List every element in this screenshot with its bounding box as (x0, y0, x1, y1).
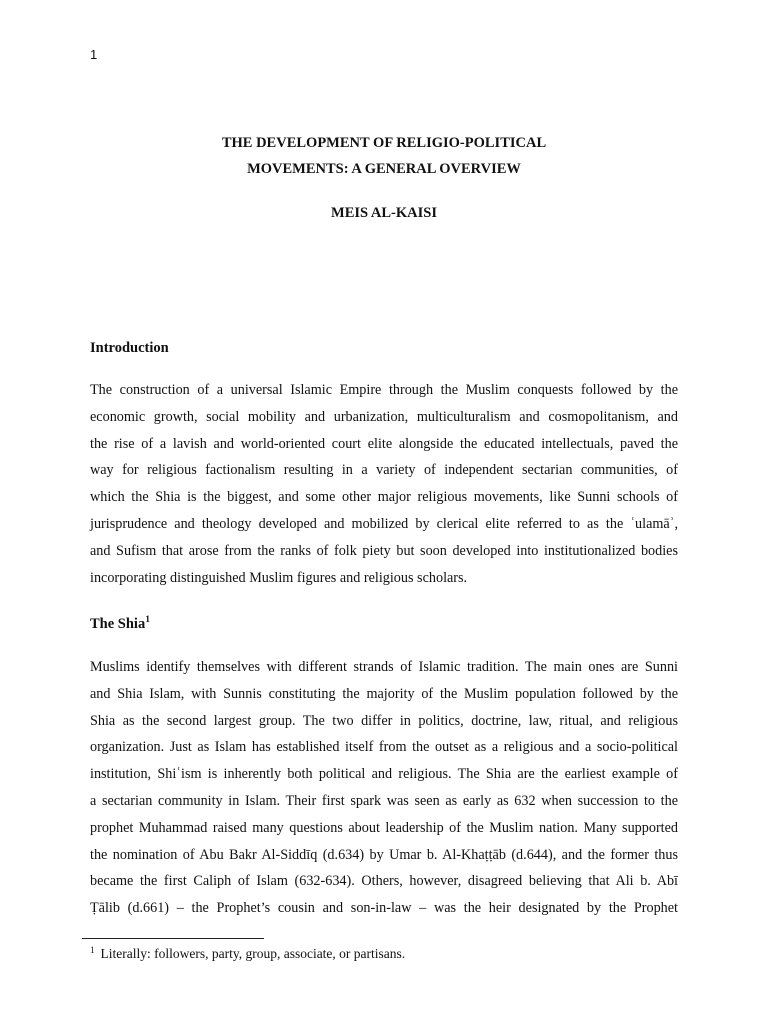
page-number: 1 (90, 47, 98, 62)
paragraph-line: The construction of a universal Islamic Empire through the Muslim conquests followed by the (90, 382, 678, 398)
footnote-text: Literally: followers, party, group, associate, or partisans. (100, 946, 406, 961)
paragraph-line: the nomination of Abu Bakr Al-Siddīq (d.634) by Umar b. Al-Khaṭṭāb (d.644), and the former thus (90, 846, 678, 863)
paragraph-line: became the first Caliph of Islam (632-634). Others, however, disagreed believing that Ali b. Abī (90, 873, 678, 890)
paragraph-line: the rise of a lavish and world-oriented court elite alongside the educated intellectuals, paved the (90, 435, 678, 452)
author-name: MEIS AL-KAISI (331, 205, 437, 221)
title-line: THE DEVELOPMENT OF RELIGIO-POLITICAL (221, 135, 547, 151)
heading-text: The Shia (90, 616, 146, 632)
paragraph-line: Shia as the second largest group. The two differ in politics, doctrine, law, ritual, and religious (90, 712, 678, 729)
paragraph-introduction (90, 377, 678, 591)
paragraph-line: way for religious factionalism resulting in a variety of independent sectarian communities, of (90, 462, 678, 479)
paragraph-line: Muslims identify themselves with different strands of Islamic tradition. The main ones are Sunni (90, 659, 678, 675)
footnote (90, 944, 405, 964)
paragraph-the-shia (90, 654, 678, 922)
paragraph-line: a sectarian community in Islam. Their first spark was seen as early as 632 when succession to the (90, 792, 678, 809)
footnote-separator (82, 938, 264, 939)
paragraph-line: incorporating distinguished Muslim figures and religious scholars. (90, 569, 468, 586)
paragraph-line: prophet Muhammad raised many questions about leadership of the Muslim nation. Many supported (90, 819, 678, 836)
section-heading-the-shia (90, 613, 150, 635)
section-heading-introduction: Introduction (90, 340, 169, 356)
paragraph-line: economic growth, social mobility and urbanization, multiculturalism and cosmopolitanism, and (90, 408, 678, 425)
paragraph-line: jurisprudence and theology developed and mobilized by clerical elite referred to as the ʿulamāʾ, (90, 515, 678, 532)
footnote-number: 1 (90, 945, 95, 955)
document-title (0, 130, 768, 182)
paragraph-line: institution, Shiʿism is inherently both political and religious. The Shia are the earliest example of (90, 766, 678, 783)
paragraph-line: organization. Just as Islam has established itself from the outset as a religious and a socio-political (90, 739, 678, 756)
paragraph-line: Ṭālib (d.661) – the Prophet’s cousin and son-in-law – was the heir designated by the Prophet (90, 900, 678, 917)
paragraph-line: and Sufism that arose from the ranks of folk piety but soon developed into institutionalized bodies (90, 542, 678, 559)
title-line: MOVEMENTS: A GENERAL OVERVIEW (247, 161, 521, 177)
paragraph-line: which the Shia is the biggest, and some other major religious movements, like Sunni schools of (90, 489, 678, 506)
paragraph-line: and Shia Islam, with Sunnis constituting the majority of the Muslim population followed by the (90, 685, 678, 702)
footnote-reference[interactable]: 1 (145, 615, 150, 625)
